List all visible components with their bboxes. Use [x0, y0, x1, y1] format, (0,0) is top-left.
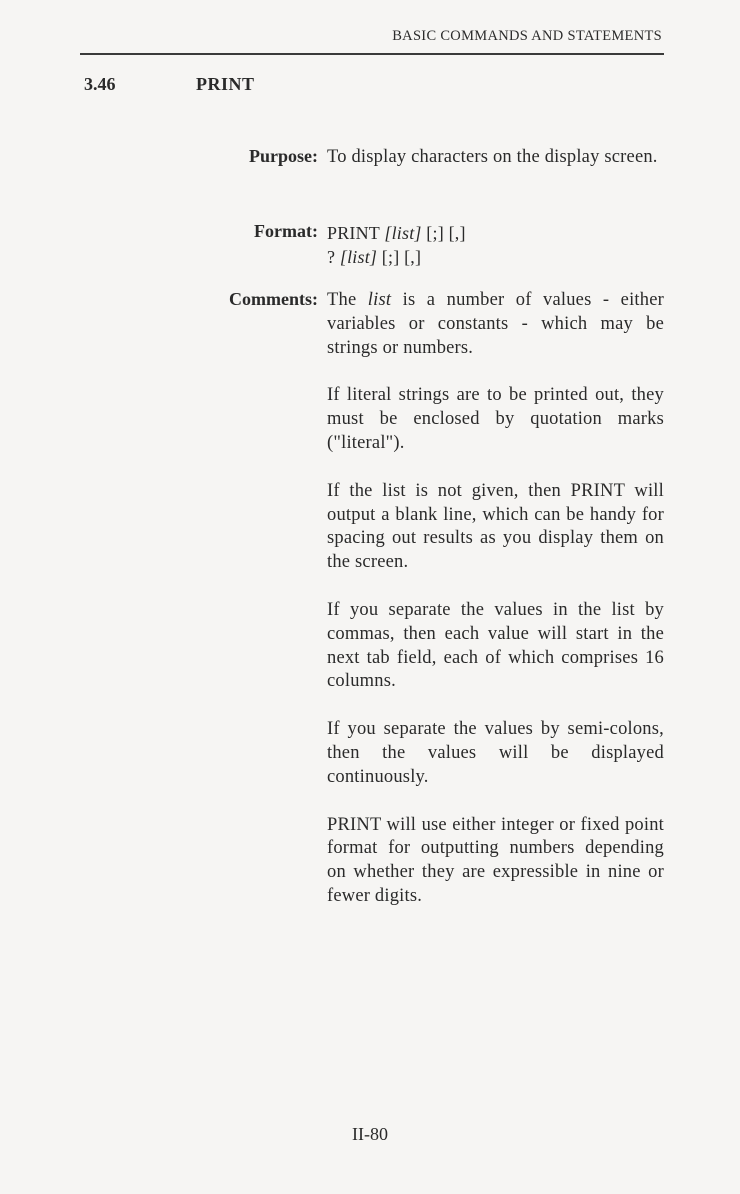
- format-label: Format:: [254, 221, 318, 241]
- purpose-label: Purpose:: [249, 146, 318, 166]
- comment-paragraph-6: PRINT will use either integer or fixed point format for outputting numbers depending on whether they are expressible in nine or fewer digits.: [327, 814, 664, 906]
- format-keyword-print: PRINT: [327, 223, 385, 243]
- comment-paragraph-3: If the list is not given, then PRINT will output a blank line, which can be handy for spacing out results as you display them on the screen.: [327, 480, 664, 573]
- format-list-1: [list]: [384, 223, 422, 243]
- format-body: [327, 221, 664, 269]
- purpose-body: [327, 146, 664, 194]
- comment-paragraph-4: If you separate the values in the list by commas, then each value will start in the next tab field, each of which comprises 16 columns.: [327, 599, 664, 692]
- comments-body: [327, 289, 664, 933]
- section-title: PRINT: [196, 74, 255, 94]
- format-keyword-question: ?: [327, 247, 340, 267]
- format-rest-2: [;] [,]: [377, 247, 422, 267]
- header-rule: [80, 53, 664, 55]
- comment-p1-post: is a number of values - either variables or constants - which may be strings or numbers.: [327, 290, 664, 358]
- purpose-text: To display characters on the display screen.: [327, 147, 658, 167]
- comment-paragraph-1: [327, 289, 664, 360]
- format-line-1: [327, 221, 664, 245]
- running-head: BASIC COMMANDS AND STATEMENTS: [392, 28, 662, 44]
- section-number: 3.46: [84, 74, 116, 94]
- comment-paragraph-5: If you separate the values by semi-colons, then the values will be displayed continuously.: [327, 719, 664, 787]
- page-number: II-80: [352, 1124, 388, 1144]
- comment-paragraph-2: If literal strings are to be printed out, they must be enclosed by quotation marks ("literal").: [327, 385, 664, 453]
- comment-p1-pre: The: [327, 290, 368, 310]
- format-list-2: [list]: [339, 247, 378, 267]
- format-rest-1: [;] [,]: [421, 223, 466, 243]
- comments-label: Comments:: [229, 289, 318, 309]
- format-line-2: [327, 245, 664, 269]
- comment-p1-emphasis: list: [367, 290, 392, 310]
